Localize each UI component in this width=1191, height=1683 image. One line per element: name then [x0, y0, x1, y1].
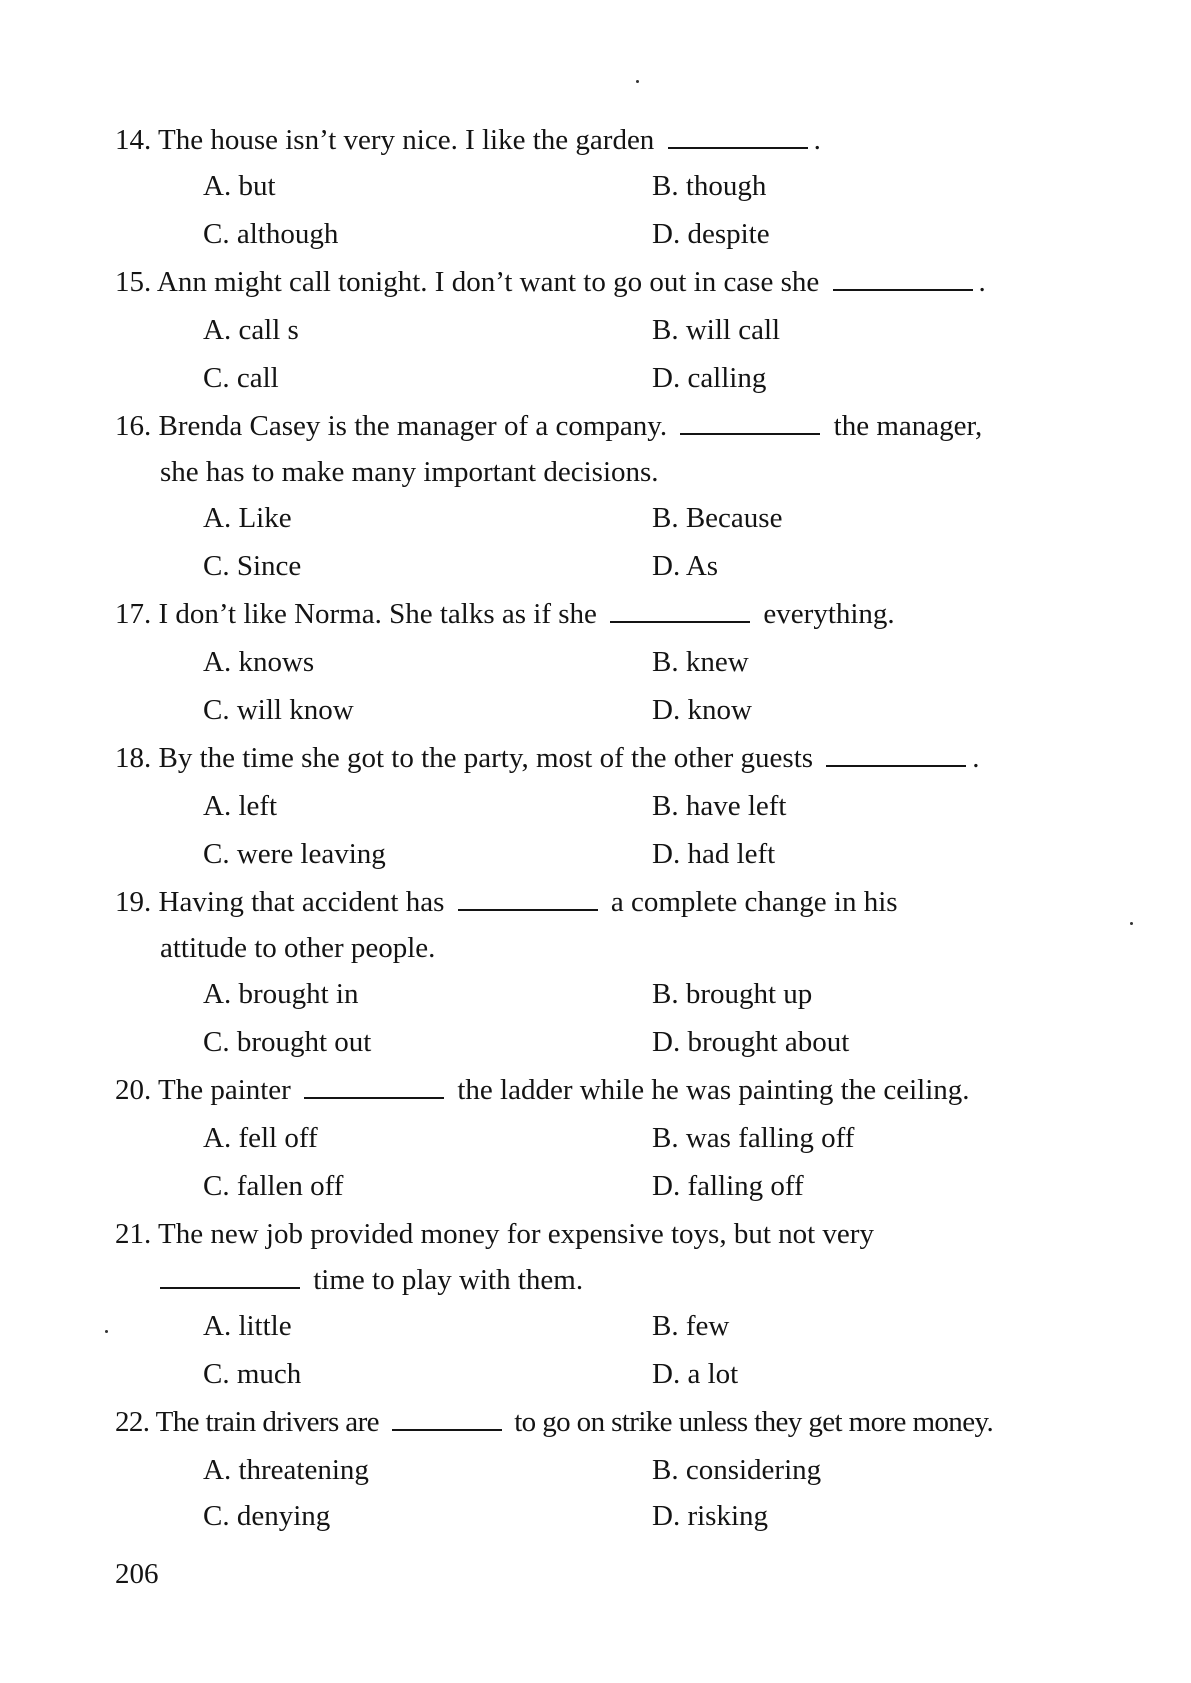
question-number: 14. [115, 124, 152, 156]
option-d: D. calling [652, 362, 767, 394]
option-b: B. brought up [652, 978, 813, 1010]
answer-blank [668, 147, 808, 149]
question-stem [115, 126, 821, 155]
option-a: A. little [203, 1310, 292, 1342]
stem-text-after: . [972, 742, 980, 774]
stem-text-before: I don’t like Norma. She talks as if she [158, 598, 597, 630]
question-stem [115, 1220, 874, 1249]
option-a: A. brought in [203, 978, 359, 1010]
stem-text-after: to go on strike unless they get more money. [514, 1406, 994, 1438]
question-stem [115, 744, 980, 773]
stem-text-after: the manager, [833, 410, 983, 442]
page-number: 206 [115, 1558, 159, 1590]
answer-blank [458, 909, 598, 911]
question-number: 20. [115, 1074, 152, 1106]
question-stem [115, 1076, 970, 1105]
stem-text-before: Brenda Casey is the manager of a company. [158, 410, 668, 442]
stem-text-before: The new job provided money for expensive toys, but not very [157, 1218, 874, 1250]
answer-blank [304, 1097, 444, 1099]
stem-continuation-text: time to play with them. [313, 1264, 584, 1296]
question-number: 16. [115, 410, 152, 442]
stem-text-before: Having that accident has [158, 886, 445, 918]
option-c: C. will know [203, 694, 354, 726]
option-c: C. call [203, 362, 279, 394]
option-d: D. despite [652, 218, 770, 250]
question-number: 19. [115, 886, 152, 918]
option-b: B. though [652, 170, 767, 202]
stem-text-before: The painter [157, 1074, 291, 1106]
option-a: A. fell off [203, 1122, 318, 1154]
question-number: 15. [115, 266, 152, 298]
option-a: A. knows [203, 646, 315, 678]
option-c: C. although [203, 218, 339, 250]
option-b: B. Because [652, 502, 783, 534]
stem-text-before: The train drivers are [155, 1406, 379, 1438]
question-stem [115, 600, 895, 629]
question-number: 18. [115, 742, 152, 774]
question-number: 21. [115, 1218, 152, 1250]
option-d: D. falling off [652, 1170, 804, 1202]
option-b: B. few [652, 1310, 730, 1342]
question-stem [115, 888, 898, 917]
option-a: A. Like [203, 502, 292, 534]
option-d: D. know [652, 694, 752, 726]
question-stem [115, 1408, 993, 1437]
option-d: D. brought about [652, 1026, 850, 1058]
option-c: C. were leaving [203, 838, 386, 870]
option-c: C. much [203, 1358, 302, 1390]
question-stem [115, 412, 982, 441]
option-c: C. fallen off [203, 1170, 344, 1202]
scan-speck [1130, 922, 1133, 925]
answer-blank [680, 433, 820, 435]
option-b: B. knew [652, 646, 749, 678]
stem-continuation [160, 1266, 583, 1295]
answer-blank [833, 289, 973, 291]
option-b: B. will call [652, 314, 781, 346]
question-number: 22. [115, 1406, 150, 1438]
question-number: 17. [115, 598, 152, 630]
option-a: A. but [203, 170, 276, 202]
option-b: B. have left [652, 790, 787, 822]
option-a: A. threatening [203, 1454, 369, 1486]
scan-speck [105, 1330, 108, 1333]
stem-text-before: The house isn’t very nice. I like the garden [157, 124, 655, 156]
answer-blank [160, 1287, 300, 1289]
scan-speck [636, 80, 639, 83]
option-c: C. Since [203, 550, 302, 582]
option-b: B. considering [652, 1454, 822, 1486]
stem-text-after: . [978, 266, 986, 298]
answer-blank [392, 1429, 502, 1431]
question-stem [115, 268, 986, 297]
answer-blank [610, 621, 750, 623]
stem-text-before: By the time she got to the party, most of the other guests [158, 742, 814, 774]
option-c: C. brought out [203, 1026, 372, 1058]
stem-text-before: Ann might call tonight. I don’t want to go out in case she [156, 266, 820, 298]
stem-text-after: a complete change in his [610, 886, 898, 918]
option-d: D. had left [652, 838, 776, 870]
option-a: A. left [203, 790, 278, 822]
option-b: B. was falling off [652, 1122, 855, 1154]
stem-text-after: everything. [763, 598, 895, 630]
option-a: A. call s [203, 314, 299, 346]
stem-continuation: she has to make many important decisions. [160, 456, 659, 488]
stem-text-after: the ladder while he was painting the ceiling. [457, 1074, 970, 1106]
option-d: D. a lot [652, 1358, 739, 1390]
option-d: D. risking [652, 1500, 768, 1532]
stem-text-after: . [813, 124, 821, 156]
option-d: D. As [652, 550, 719, 582]
stem-continuation: attitude to other people. [160, 932, 436, 964]
answer-blank [826, 765, 966, 767]
option-c: C. denying [203, 1500, 331, 1532]
